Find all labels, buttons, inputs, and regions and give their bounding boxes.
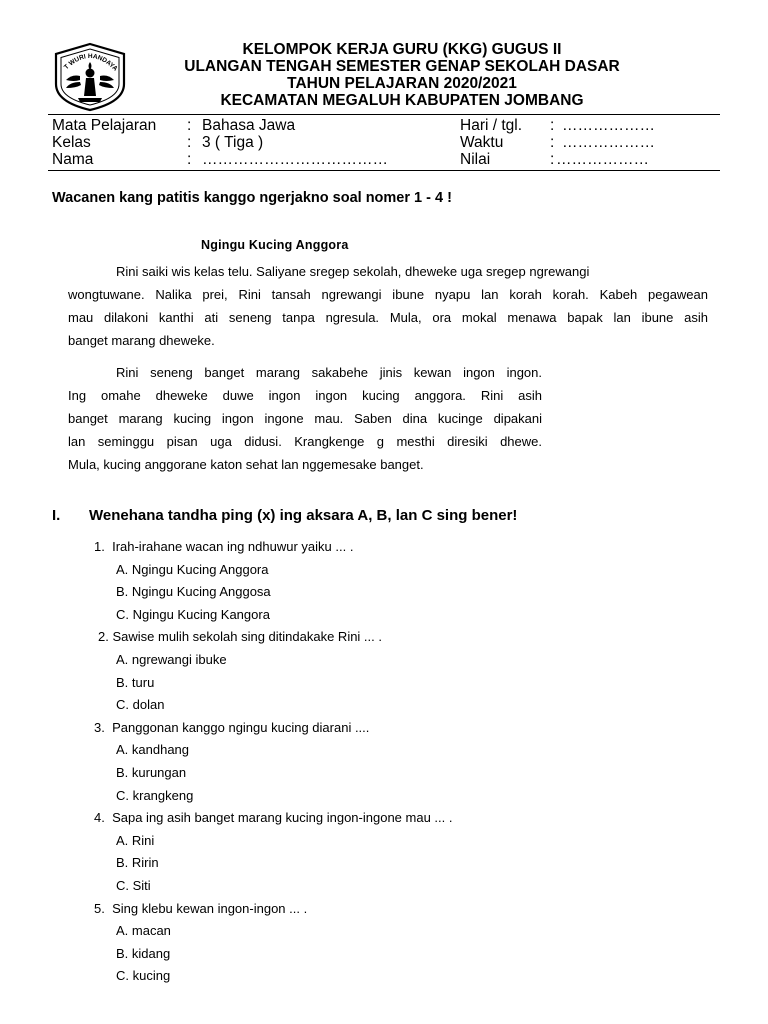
paragraph-line: banget marang kucing ingon ingone mau. Saben dina kucinge dipakani: [68, 411, 542, 426]
answer-option[interactable]: B. Ngingu Kucing Anggosa: [116, 584, 271, 600]
header-divider: [48, 114, 720, 115]
answer-option[interactable]: C. Ngingu Kucing Kangora: [116, 606, 270, 622]
question-text: Sing klebu kewan ingon-ingon ... .: [112, 900, 308, 916]
paragraph-line: lan seminggu pisan uga didusi. Krangkenge g mesthi diresiki dhewe.: [68, 434, 542, 449]
question-number: 4.: [94, 810, 105, 826]
paragraph-line: Rini saiki wis kelas telu. Saliyane sregep sekolah, dheweke uga sregep ngrewangi: [116, 264, 590, 279]
paragraph-line: banget marang dheweke.: [68, 333, 215, 348]
answer-option[interactable]: B. turu: [116, 674, 155, 690]
header-line-2: ULANGAN TENGAH SEMESTER GENAP SEKOLAH DASAR: [184, 58, 620, 75]
question-text: Irah-irahane wacan ing ndhuwur yaiku ... .: [112, 539, 354, 554]
question-item: [94, 807, 694, 897]
answer-option[interactable]: A. ngrewangi ibuke: [116, 651, 227, 667]
answer-option[interactable]: C. kucing: [116, 968, 171, 984]
reading-instruction: Wacanen kang patitis kanggo ngerjakno soal nomer 1 - 4 !: [52, 190, 452, 206]
answer-option[interactable]: A. kandhang: [116, 742, 190, 758]
section-title: Wenehana tandha ping (x) ing aksara A, B, lan C sing bener!: [89, 507, 518, 524]
info-value-time: ………………: [562, 134, 655, 151]
info-label-class: Kelas: [52, 134, 91, 151]
reading-title: Ngingu Kucing Anggora: [201, 238, 349, 252]
info-label-score: Nilai: [460, 151, 491, 168]
info-sep: :: [187, 151, 192, 168]
answer-option[interactable]: A. Ngingu Kucing Anggora: [116, 561, 269, 577]
question-list: [94, 536, 694, 988]
question-item: [94, 898, 694, 988]
info-sep: :: [550, 151, 555, 168]
info-value-date: ………………: [562, 117, 655, 134]
answer-option[interactable]: B. kidang: [116, 945, 171, 961]
info-sep: :: [187, 134, 192, 151]
answer-option[interactable]: B. Ririn: [116, 855, 159, 871]
answer-option[interactable]: A. Rini: [116, 832, 155, 848]
logo-motto: T WURI HANDAYA: [62, 52, 119, 73]
section-number: I.: [52, 507, 61, 524]
reading-paragraph-2: [68, 361, 542, 476]
question-number: 5.: [94, 900, 105, 916]
question-item: [94, 536, 694, 626]
answer-option[interactable]: B. kurungan: [116, 764, 187, 780]
answer-option[interactable]: C. Siti: [116, 877, 151, 893]
question-text: Sawise mulih sekolah sing ditindakake Rini ... .: [112, 629, 382, 645]
paragraph-line: Mula, kucing anggorane katon sehat lan nggemesake banget.: [68, 457, 424, 472]
header-line-3: TAHUN PELAJARAN 2020/2021: [287, 75, 517, 92]
question-text: Panggonan kanggo ngingu kucing diarani ....: [112, 719, 370, 735]
paragraph-line: wongtuwane. Nalika prei, Rini tansah ngrewangi ibune nyapu lan korah korah. Kabeh pegawean: [68, 287, 708, 302]
info-sep: :: [550, 134, 555, 151]
info-label-name: Nama: [52, 151, 94, 168]
info-label-subject: Mata Pelajaran: [52, 117, 157, 134]
reading-paragraph-1: [68, 260, 708, 352]
info-divider: [48, 170, 720, 171]
question-text: Sapa ing asih banget marang kucing ingon-ingone mau ... .: [112, 810, 453, 826]
header-line-4: KECAMATAN MEGALUH KABUPATEN JOMBANG: [220, 92, 584, 109]
info-label-date: Hari / tgl.: [460, 117, 523, 134]
answer-option[interactable]: C. krangkeng: [116, 787, 194, 803]
info-value-name: ………………………………: [202, 151, 388, 168]
answer-option[interactable]: C. dolan: [116, 697, 165, 713]
paragraph-line: mau dilakoni kanthi ati seneng tanpa ngresula. Mula, ora mokal menawa bapak lan ibune asih: [68, 310, 708, 325]
info-sep: :: [187, 117, 192, 134]
question-item: [94, 717, 694, 807]
answer-option[interactable]: A. macan: [116, 923, 171, 939]
info-value-score: ………………: [556, 151, 649, 168]
info-sep: :: [550, 117, 555, 134]
question-number: 2.: [98, 629, 109, 645]
info-value-class: 3 ( Tiga ): [202, 134, 264, 151]
paragraph-line: Rini seneng banget marang sakabehe jinis kewan ingon ingon.: [116, 365, 542, 380]
question-number: 3.: [94, 719, 105, 735]
header-line-1: KELOMPOK KERJA GURU (KKG) GUGUS II: [242, 41, 562, 58]
info-label-time: Waktu: [460, 134, 504, 151]
paragraph-line: Ing omahe dheweke duwe ingon ingon kucing anggora. Rini asih: [68, 388, 542, 403]
question-number: 1.: [94, 539, 105, 554]
info-value-subject: Bahasa Jawa: [202, 117, 296, 134]
question-item: [94, 626, 694, 716]
